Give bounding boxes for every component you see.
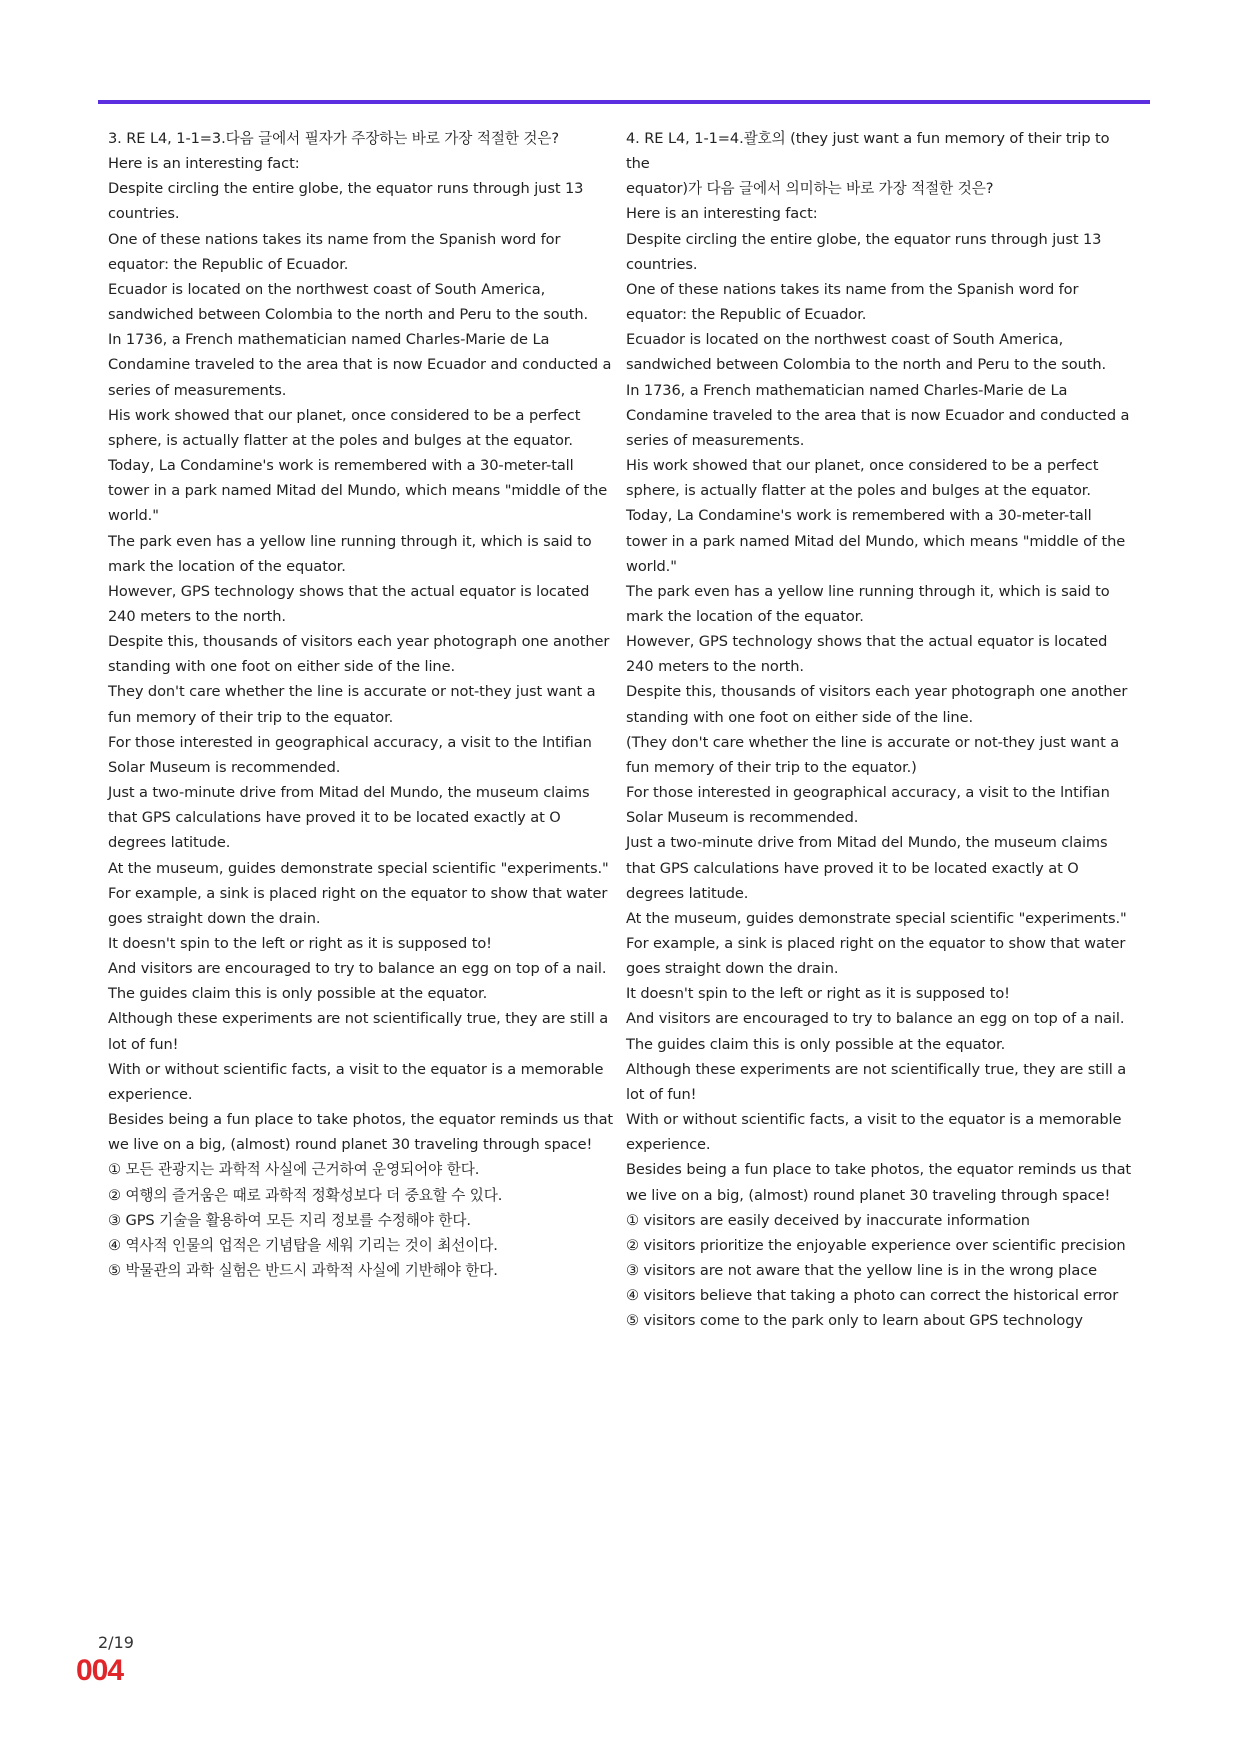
passage-sentence: In 1736, a French mathematician named Charles-Marie de La Condamine traveled to the area that is now Ecuador and conducted a series of measurements. <box>626 381 1130 449</box>
passage-sentence: Today, La Condamine's work is remembered with a 30-meter-tall tower in a park named Mitad del Mundo, which means "middle of the world." <box>108 457 608 525</box>
passage-sentence: In 1736, a French mathematician named Charles-Marie de La Condamine traveled to the area that is now Ecuador and conducted a series of measurements. <box>108 331 612 399</box>
passage-sentence: It doesn't spin to the left or right as it is supposed to! <box>626 985 1010 1003</box>
passage-sentence: The park even has a yellow line running through it, which is said to mark the location of the equator. <box>626 582 1110 625</box>
passage-sentence: With or without scientific facts, a visit to the equator is a memorable experience. <box>108 1060 604 1103</box>
answer-option-3[interactable]: ③ GPS 기술을 활용하여 모든 지리 정보를 수정해야 한다. <box>108 1211 471 1229</box>
answer-option-5[interactable]: ⑤ visitors come to the park only to learn about GPS technology <box>626 1312 1083 1330</box>
passage-sentence: And visitors are encouraged to try to balance an egg on top of a nail. <box>626 1010 1125 1028</box>
passage-sentence-bracketed: (They don't care whether the line is accurate or not-they just want a fun memory of their trip to the equator.) <box>626 733 1120 776</box>
passage-sentence: Here is an interesting fact: <box>626 205 818 223</box>
passage-sentence: And visitors are encouraged to try to balance an egg on top of a nail. <box>108 960 607 978</box>
passage-sentence: For example, a sink is placed right on the equator to show that water goes straight down the drain. <box>626 935 1126 978</box>
page-number: 2/19 <box>98 1633 134 1652</box>
passage-sentence: Despite this, thousands of visitors each year photograph one another standing with one foot on either side of the line. <box>626 683 1128 726</box>
passage-sentence: It doesn't spin to the left or right as it is supposed to! <box>108 935 492 952</box>
passage-sentence: At the museum, guides demonstrate special scientific "experiments." <box>626 909 1127 927</box>
passage-sentence: Ecuador is located on the northwest coast of South America, sandwiched between Colombia to the north and Peru to the south. <box>626 331 1107 374</box>
question-4 <box>626 126 1134 1334</box>
passage-sentence: His work showed that our planet, once considered to be a perfect sphere, is actually flatter at the poles and bulges at the equator. <box>108 406 581 449</box>
answer-option-4[interactable]: ④ 역사적 인물의 업적은 기념탑을 세워 기리는 것이 최선이다. <box>108 1236 498 1254</box>
passage-sentence: At the museum, guides demonstrate special scientific "experiments." <box>108 859 609 877</box>
passage-sentence: For example, a sink is placed right on the equator to show that water goes straight down the drain. <box>108 884 608 927</box>
passage-sentence: Despite this, thousands of visitors each year photograph one another standing with one foot on either side of the line. <box>108 633 610 676</box>
passage-sentence: Besides being a fun place to take photos, the equator reminds us that we live on a big, (almost) round planet 30 traveling through space! <box>626 1161 1132 1204</box>
passage-sentence: Just a two-minute drive from Mitad del Mundo, the museum claims that GPS calculations have proved it to be located exactly at O degrees latitude. <box>626 834 1108 902</box>
answer-option-1[interactable]: ① visitors are easily deceived by inaccurate information <box>626 1211 1030 1229</box>
passage-sentence: Despite circling the entire globe, the equator runs through just 13 countries. <box>108 180 584 223</box>
passage-sentence: Besides being a fun place to take photos, the equator reminds us that we live on a big, (almost) round planet 30 traveling through space! <box>108 1111 614 1154</box>
question-3-header: 3. RE L4, 1-1=3.다음 글에서 필자가 주장하는 바로 가장 적절한 것은? <box>108 130 560 147</box>
passage-sentence: The park even has a yellow line running through it, which is said to mark the location of the equator. <box>108 532 592 575</box>
passage-sentence: However, GPS technology shows that the actual equator is located 240 meters to the north. <box>108 582 590 625</box>
passage-sentence: Although these experiments are not scientifically true, they are still a lot of fun! <box>626 1060 1127 1103</box>
header-rule <box>98 100 1150 104</box>
passage-sentence: However, GPS technology shows that the actual equator is located 240 meters to the north. <box>626 633 1108 676</box>
question-4-header-line-1: 4. RE L4, 1-1=4.괄호의 (they just want a fun memory of their trip to the <box>626 130 1110 173</box>
passage-sentence: The guides claim this is only possible at the equator. <box>626 1035 1006 1053</box>
question-4-header-line-2: equator)가 다음 글에서 의미하는 바로 가장 적절한 것은? <box>626 180 994 198</box>
passage-sentence: For those interested in geographical accuracy, a visit to the lntifian Solar Museum is recommended. <box>108 733 592 776</box>
passage-sentence: One of these nations takes its name from the Spanish word for equator: the Republic of Ecuador. <box>626 280 1079 324</box>
passage-sentence: Although these experiments are not scientifically true, they are still a lot of fun! <box>108 1010 609 1053</box>
passage-sentence: Today, La Condamine's work is remembered with a 30-meter-tall tower in a park named Mitad del Mundo, which means "middle of the world." <box>626 507 1126 575</box>
passage-sentence: Just a two-minute drive from Mitad del Mundo, the museum claims that GPS calculations have proved it to be located exactly at O degrees latitude. <box>108 784 590 852</box>
answer-option-2[interactable]: ② 여행의 즐거움은 때로 과학적 정확성보다 더 중요할 수 있다. <box>108 1186 503 1204</box>
passage-sentence: With or without scientific facts, a visit to the equator is a memorable experience. <box>626 1111 1122 1154</box>
answer-option-4[interactable]: ④ visitors believe that taking a photo can correct the historical error <box>626 1287 1119 1305</box>
passage-sentence: The guides claim this is only possible at the equator. <box>108 985 488 1003</box>
passage-sentence: Despite circling the entire globe, the equator runs through just 13 countries. <box>626 230 1102 273</box>
passage-sentence: Ecuador is located on the northwest coast of South America, sandwiched between Colombia to the north and Peru to the south. <box>108 280 589 324</box>
passage-sentence: They don't care whether the line is accurate or not-they just want a fun memory of their trip to the equator. <box>108 683 596 726</box>
passage-sentence: For those interested in geographical accuracy, a visit to the lntifian Solar Museum is recommended. <box>626 784 1110 827</box>
question-3 <box>108 126 616 1283</box>
answer-option-3[interactable]: ③ visitors are not aware that the yellow line is in the wrong place <box>626 1262 1098 1280</box>
passage-sentence: One of these nations takes its name from the Spanish word for equator: the Republic of Ecuador. <box>108 230 561 273</box>
passage-sentence: His work showed that our planet, once considered to be a perfect sphere, is actually flatter at the poles and bulges at the equator. <box>626 457 1099 500</box>
answer-option-5[interactable]: ⑤ 박물관의 과학 실험은 반드시 과학적 사실에 기반해야 한다. <box>108 1262 498 1280</box>
answer-option-1[interactable]: ① 모든 관광지는 과학적 사실에 근거하여 운영되어야 한다. <box>108 1161 480 1179</box>
passage-sentence: Here is an interesting fact: <box>108 155 300 173</box>
answer-option-2[interactable]: ② visitors prioritize the enjoyable experience over scientific precision <box>626 1236 1126 1254</box>
page-code: 004 <box>76 1654 124 1687</box>
